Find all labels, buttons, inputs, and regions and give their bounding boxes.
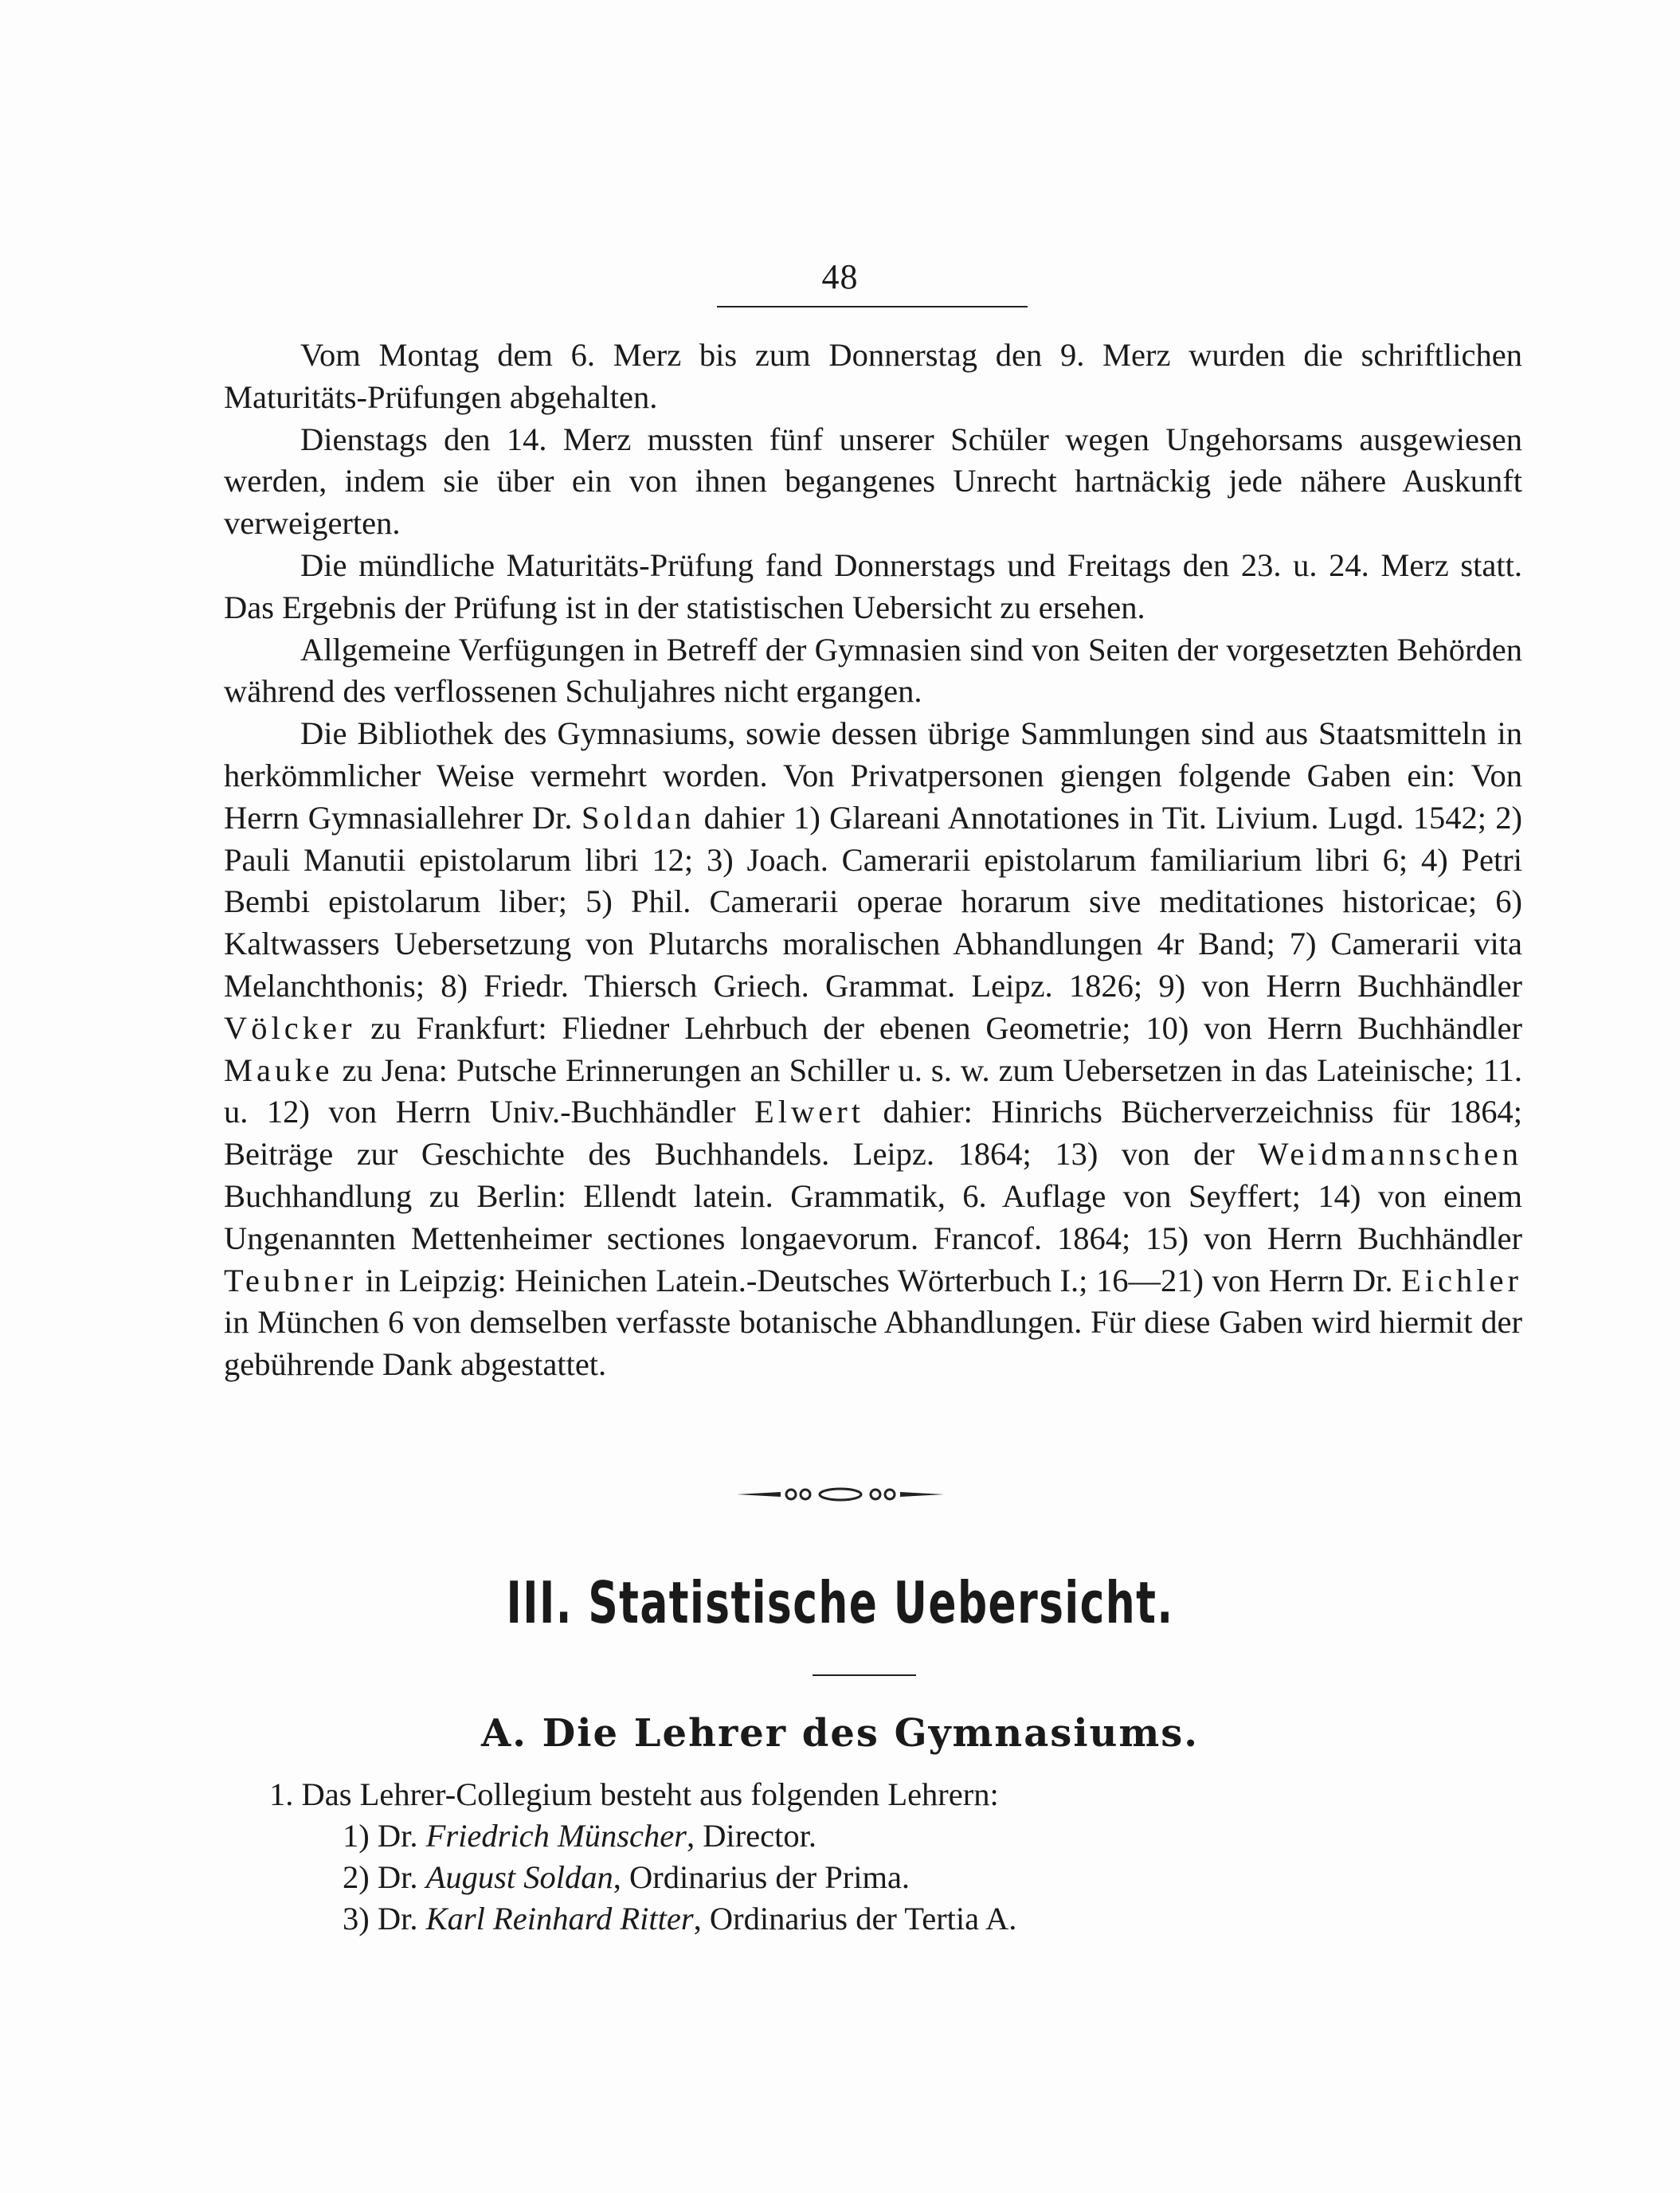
teacher-entry: 2) Dr. August Soldan, Ordinarius der Prima. bbox=[343, 1859, 910, 1895]
title-rule bbox=[813, 1674, 916, 1676]
list-intro: 1. Das Lehrer-Collegium besteht aus folgenden Lehrern: bbox=[269, 1776, 999, 1812]
section-title: III. Statistische Uebersicht. bbox=[506, 1569, 1174, 1636]
ornament-divider bbox=[0, 1486, 1680, 1502]
body-text bbox=[224, 335, 1522, 1386]
paragraph-written-exams: Vom Montag dem 6. Merz bis zum Donnerstag den 9. Merz wurden die schriftlichen Maturitäts-Prüfungen abgehalten. bbox=[224, 337, 1522, 415]
header-rule bbox=[717, 306, 1028, 307]
teacher-entry: 3) Dr. Karl Reinhard Ritter, Ordinarius der Tertia A. bbox=[343, 1901, 1017, 1936]
page-number: 48 bbox=[821, 257, 859, 296]
teacher-entry: 1) Dr. Friedrich Münscher, Director. bbox=[343, 1818, 817, 1854]
ornament-icon bbox=[721, 1486, 960, 1502]
paragraph-expulsion: Dienstags den 14. Merz mussten fünf unserer Schüler wegen Ungehorsams ausgewiesen werden, indem sie über ein von ihnen begangenes Unrecht hartnäckig jede nähere Auskunft verweigerten. bbox=[224, 421, 1522, 542]
paragraph-oral-exam: Die mündliche Maturitäts-Prüfung fand Donnerstags und Freitags den 23. u. 24. Merz statt. Das Ergebnis der Prüfung ist in der statistischen Uebersicht zu ersehen. bbox=[224, 546, 1522, 625]
paragraph-decrees: Allgemeine Verfügungen in Betreff der Gymnasien sind von Seiten der vorgesetzten Behörden während des verflossenen Schuljahres nicht ergangen. bbox=[224, 631, 1522, 710]
paragraph-library: Die Bibliothek des Gymnasiums, sowie dessen übrige Sammlungen sind aus Staatsmitteln in herkömmlicher Weise vermehrt worden. Von Privatpersonen giengen folgende Gaben ein: Von Herrn Gymnasiallehrer Dr. Soldan dahier 1) Glareani Annotationes in Tit. Livium. Lugd. 1542; 2) Pauli Manutii epistolarum libri 12; 3) Joach. Camerarii epistolarum familiarium libri 6; 4) Petri Bembi epistolarum liber; 5) Phil. Camerarii operae horarum sive meditationes historicae; 6) Kaltwassers Uebersetzung von Plutarchs moralischen Abhandlungen 4r Band; 7) Camerarii vita Melanchthonis; 8) Friedr. Thiersch Griech. Grammat. Leipz. 1826; 9) von Herrn Buchhändler Völcker zu Frankfurt: Fliedner Lehrbuch der ebenen Geometrie; 10) von Herrn Buchhändler Mauke zu Jena: Putsche Erinnerungen an Schiller u. s. w. zum Uebersetzen in das Lateinische; 11. u. 12) von Herrn Univ.-Buchhändler Elwert dahier: Hinrichs Bücherverzeichniss für 1864; Beiträge zur Geschichte des Buchhandels. Leipz. 1864; 13) von der Weidmannschen Buchhandlung zu Berlin: Ellendt latein. Grammatik, 6. Auflage von Seyffert; 14) von einem Ungenannten Mettenheimer sectiones longaevorum. Francof. 1864; 15) von Herrn Buchhändler Teubner in Leipzig: Heinichen Latein.-Deutsches Wörterbuch I.; 16—21) von Herrn Dr. Eichler in München 6 von demselben verfasste botanische Abhandlungen. Für diese Gaben wird hiermit der gebührende Dank abgestattet. bbox=[224, 715, 1523, 1383]
subsection-title: A. Die Lehrer des Gymnasiums. bbox=[481, 1711, 1199, 1756]
